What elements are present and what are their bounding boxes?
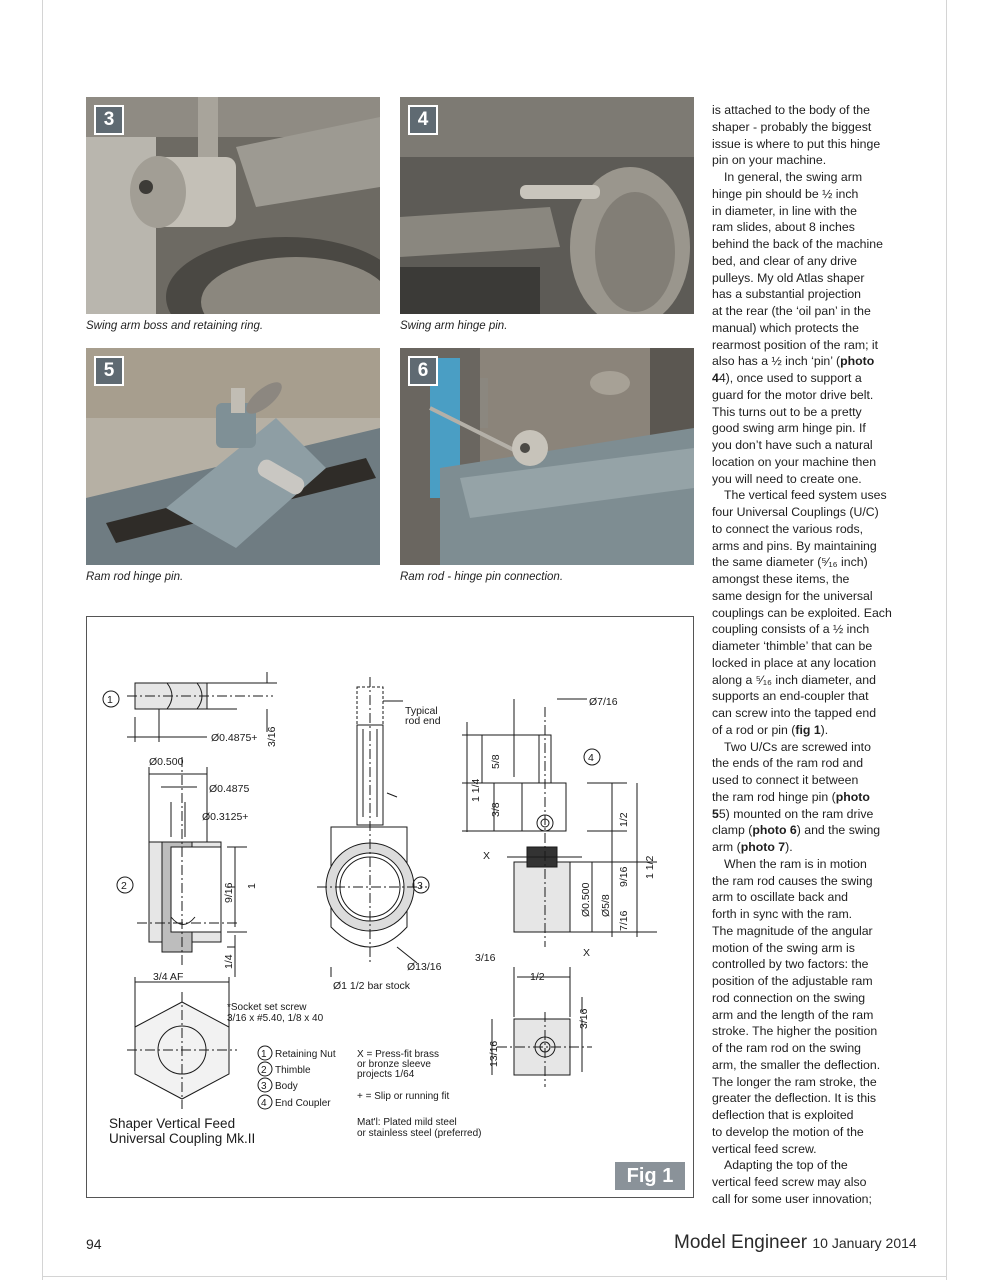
text-line: you will need to create one. [712, 471, 862, 486]
dimension-label: 3/16 [578, 1008, 590, 1029]
part-number-label: 1 [107, 694, 113, 706]
text-line: ram slides, about 8 inches [712, 220, 855, 235]
text-line: bed, and clear of any drive [712, 253, 857, 268]
text-line: vertical feed screw. [712, 1141, 817, 1156]
technical-drawing [87, 617, 693, 1197]
dimension-label: Ø0.4875 [209, 783, 250, 795]
page-edge [42, 0, 43, 1280]
text-run: of a rod or pin ( [712, 722, 796, 737]
parts-list-item: Retaining Nut [275, 1049, 336, 1060]
text-line: the ram rod causes the swing [712, 873, 873, 888]
text-line: The magnitude of the angular [712, 923, 873, 938]
text-line: the same diameter (⁵⁄₁₆ inch) [712, 555, 868, 570]
parts-list-item: Thimble [275, 1065, 311, 1076]
callout-label: rod end [405, 715, 441, 727]
press-fit-marker: X [483, 850, 491, 862]
dimension-label: 3/16 [475, 952, 496, 964]
article-body [712, 102, 908, 1208]
dimension-label: 1 [246, 883, 258, 889]
figure-title: Shaper Vertical Feed [109, 1116, 236, 1131]
text-line: vertical feed screw may also [712, 1175, 867, 1189]
text-line: Two U/Cs are screwed into [724, 739, 871, 754]
text-line: The vertical feed system uses [724, 488, 887, 503]
dimension-label: Ø13/16 [407, 961, 442, 973]
photo-6 [400, 348, 694, 565]
text-line: arm to oscillate back and [712, 890, 849, 905]
dimension-label: Ø0.3125+ [202, 811, 249, 823]
text-line: Adapting the top of the [724, 1158, 848, 1173]
text-line: to develop the motion of the [712, 1124, 864, 1139]
text-line: greater the deflection. It is this [712, 1091, 877, 1106]
text-line: This turns out to be a pretty [712, 404, 862, 419]
dimension-label: 5/8 [490, 754, 502, 769]
dimension-label: 1/4 [223, 954, 235, 969]
part-number-label: 2 [261, 1065, 267, 1076]
text-line: amongst these items, the [712, 572, 850, 586]
photo-reference[interactable]: photo [835, 789, 870, 804]
text-run: ) and the swing [796, 823, 881, 838]
photo-reference[interactable]: photo 6 [752, 823, 797, 838]
text-line [712, 789, 908, 806]
text-line: arms and pins. By maintaining [712, 538, 877, 553]
dimension-label: 1/2 [618, 812, 630, 827]
parts-list-item: Body [275, 1081, 298, 1092]
text-line [712, 822, 908, 839]
photo-caption: Ram rod hinge pin. [86, 571, 184, 583]
text-line: in diameter, in line with the [712, 203, 857, 218]
set-screw-note: 3/16 x #5.40, 1/8 x 40 [227, 1013, 324, 1024]
dimension-label: 1 1/2 [644, 855, 656, 879]
text-line: at the rear (the ‘oil pan’ in the [712, 304, 871, 318]
dimension-label: Ø0.4875+ [211, 732, 258, 744]
text-line: In general, the swing arm [724, 170, 863, 184]
text-line: can screw into the tapped end [712, 706, 877, 720]
text-run: ). [785, 840, 793, 854]
text-line: position of the adjustable ram [712, 974, 873, 988]
magazine-name: Model Engineer [674, 1232, 808, 1253]
text-line: supports an end-coupler that [712, 689, 869, 704]
text-line: rod connection on the swing [712, 990, 866, 1005]
text-line: is attached to the body of the [712, 103, 870, 117]
part-number-label: 3 [417, 880, 423, 892]
text-line: four Universal Couplings (U/C) [712, 505, 879, 519]
set-screw-note: *Socket set screw [227, 1002, 307, 1013]
dimension-label: 13/16 [488, 1040, 500, 1067]
figure-title: Universal Coupling Mk.II [109, 1131, 256, 1146]
text-line: coupling consists of a ½ inch [712, 622, 870, 637]
photo-caption: Swing arm boss and retaining ring. [86, 320, 264, 332]
figure-tag: Fig 1 [615, 1162, 685, 1190]
photo-reference[interactable]: photo 7 [740, 840, 786, 854]
text-line: locked in place at any location [712, 655, 877, 670]
figure-reference[interactable]: fig 1 [795, 722, 821, 737]
photo-3 [86, 97, 380, 314]
press-fit-marker: X [583, 947, 591, 959]
text-line: pulleys. My old Atlas shaper [712, 270, 865, 285]
part-number-label: 4 [588, 752, 594, 764]
page-edge [42, 1276, 947, 1277]
text-line: same design for the universal [712, 588, 873, 603]
text-line: couplings can be exploited. Each [712, 605, 892, 620]
photo-caption: Ram rod - hinge pin connection. [400, 571, 564, 583]
text-line: arm, the smaller the deflection. [712, 1057, 881, 1072]
part-number-label: 1 [261, 1049, 267, 1060]
dimension-label: 1 1/4 [470, 778, 482, 802]
issue-date: 10 January 2014 [812, 1235, 917, 1251]
text-run: clamp ( [712, 823, 753, 838]
page-edge [946, 0, 947, 1280]
dimension-label: Ø0.500 [580, 882, 592, 917]
text-line: hinge pin should be ½ inch [712, 186, 859, 201]
text-line: stroke. The higher the position [712, 1024, 878, 1039]
text-run: 5) mounted on the ram drive [718, 806, 874, 821]
dimension-label: Ø0.500 [149, 756, 184, 768]
dimension-label: 9/16 [223, 882, 235, 903]
text-line: you don’t have such a natural [712, 438, 873, 452]
photo-number-badge: 6 [408, 356, 438, 386]
text-line: forth in sync with the ram. [712, 907, 853, 921]
text-line: pin on your machine. [712, 153, 827, 168]
text-line [712, 722, 908, 739]
photo-reference[interactable]: photo [840, 354, 875, 369]
parts-list-item: End Coupler [275, 1098, 331, 1109]
material-note: or stainless steel (preferred) [357, 1128, 482, 1139]
text-line: motion of the swing arm is [712, 940, 855, 955]
text-run: arm ( [712, 840, 741, 854]
part-number-label: 2 [121, 880, 127, 892]
dimension-label: 9/16 [618, 866, 630, 887]
text-run: ). [820, 722, 829, 737]
text-run: the ram rod hinge pin ( [712, 789, 836, 804]
press-fit-note: or bronze sleeve [357, 1059, 431, 1070]
text-line: issue is where to put this hinge [712, 136, 881, 151]
dimension-label: Ø1 1/2 bar stock [333, 980, 411, 992]
text-line: arm and the length of the ram [712, 1007, 874, 1022]
text-line: behind the back of the machine [712, 237, 883, 251]
callout-label: Typical [405, 705, 438, 717]
text-line: location on your machine then [712, 454, 877, 469]
photo-4 [400, 97, 694, 314]
dimension-label: 3/8 [490, 802, 502, 817]
dimension-label: Ø7/16 [589, 696, 618, 708]
magazine-footer [674, 1232, 917, 1254]
text-line: used to connect it between [712, 773, 859, 787]
text-line: along a ⁵⁄₁₆ inch diameter, and [712, 672, 876, 687]
dimension-label: 3/4 AF [153, 971, 184, 983]
text-run: 4), once used to support a [718, 371, 862, 385]
dimension-label: 7/16 [618, 910, 630, 931]
dimension-label: 3/16 [266, 726, 278, 747]
press-fit-note: X = Press-fit brass [357, 1049, 439, 1060]
slip-fit-note: + = Slip or running fit [357, 1091, 450, 1102]
text-line: the ends of the ram rod and [712, 756, 864, 771]
text-line: rearmost position of the ram; it [712, 337, 879, 352]
text-line: controlled by two factors: the [712, 957, 869, 972]
text-line: diameter ‘thimble’ that can be [712, 639, 873, 653]
text-line: good swing arm hinge pin. If [712, 421, 866, 436]
photo-number-badge: 4 [408, 105, 438, 135]
text-line: deflection that is exploited [712, 1108, 854, 1122]
text-run: also has a ½ inch ‘pin’ ( [712, 354, 841, 369]
dimension-label: Ø5/8 [600, 894, 612, 917]
photo-reference[interactable]: 4 [712, 371, 719, 385]
text-line: The longer the ram stroke, the [712, 1074, 877, 1089]
part-number-label: 4 [261, 1098, 267, 1109]
text-line: manual) which protects the [712, 320, 859, 335]
dimension-label: 1/2 [530, 971, 545, 983]
text-line: shaper - probably the biggest [712, 119, 872, 134]
photo-reference[interactable]: 5 [712, 806, 719, 821]
part-number-label: 3 [261, 1081, 267, 1092]
material-note: Mat'l: Plated mild steel [357, 1117, 457, 1128]
text-line: to connect the various rods, [712, 521, 864, 536]
page-number: 94 [86, 1236, 102, 1252]
photo-caption: Swing arm hinge pin. [400, 320, 508, 332]
text-line [712, 353, 908, 370]
text-line: of the ram rod on the swing [712, 1041, 862, 1055]
text-line [712, 839, 908, 856]
photo-number-badge: 3 [94, 105, 124, 135]
text-line [712, 806, 908, 823]
press-fit-note: projects 1/64 [357, 1069, 415, 1080]
text-line: When the ram is in motion [724, 856, 867, 871]
photo-number-badge: 5 [94, 356, 124, 386]
figure-1-drawing [86, 616, 694, 1198]
text-line: has a substantial projection [712, 287, 862, 302]
text-line: guard for the motor drive belt. [712, 387, 874, 402]
text-line [712, 370, 908, 387]
photo-5 [86, 348, 380, 565]
text-line: call for some user innovation; [712, 1191, 872, 1206]
